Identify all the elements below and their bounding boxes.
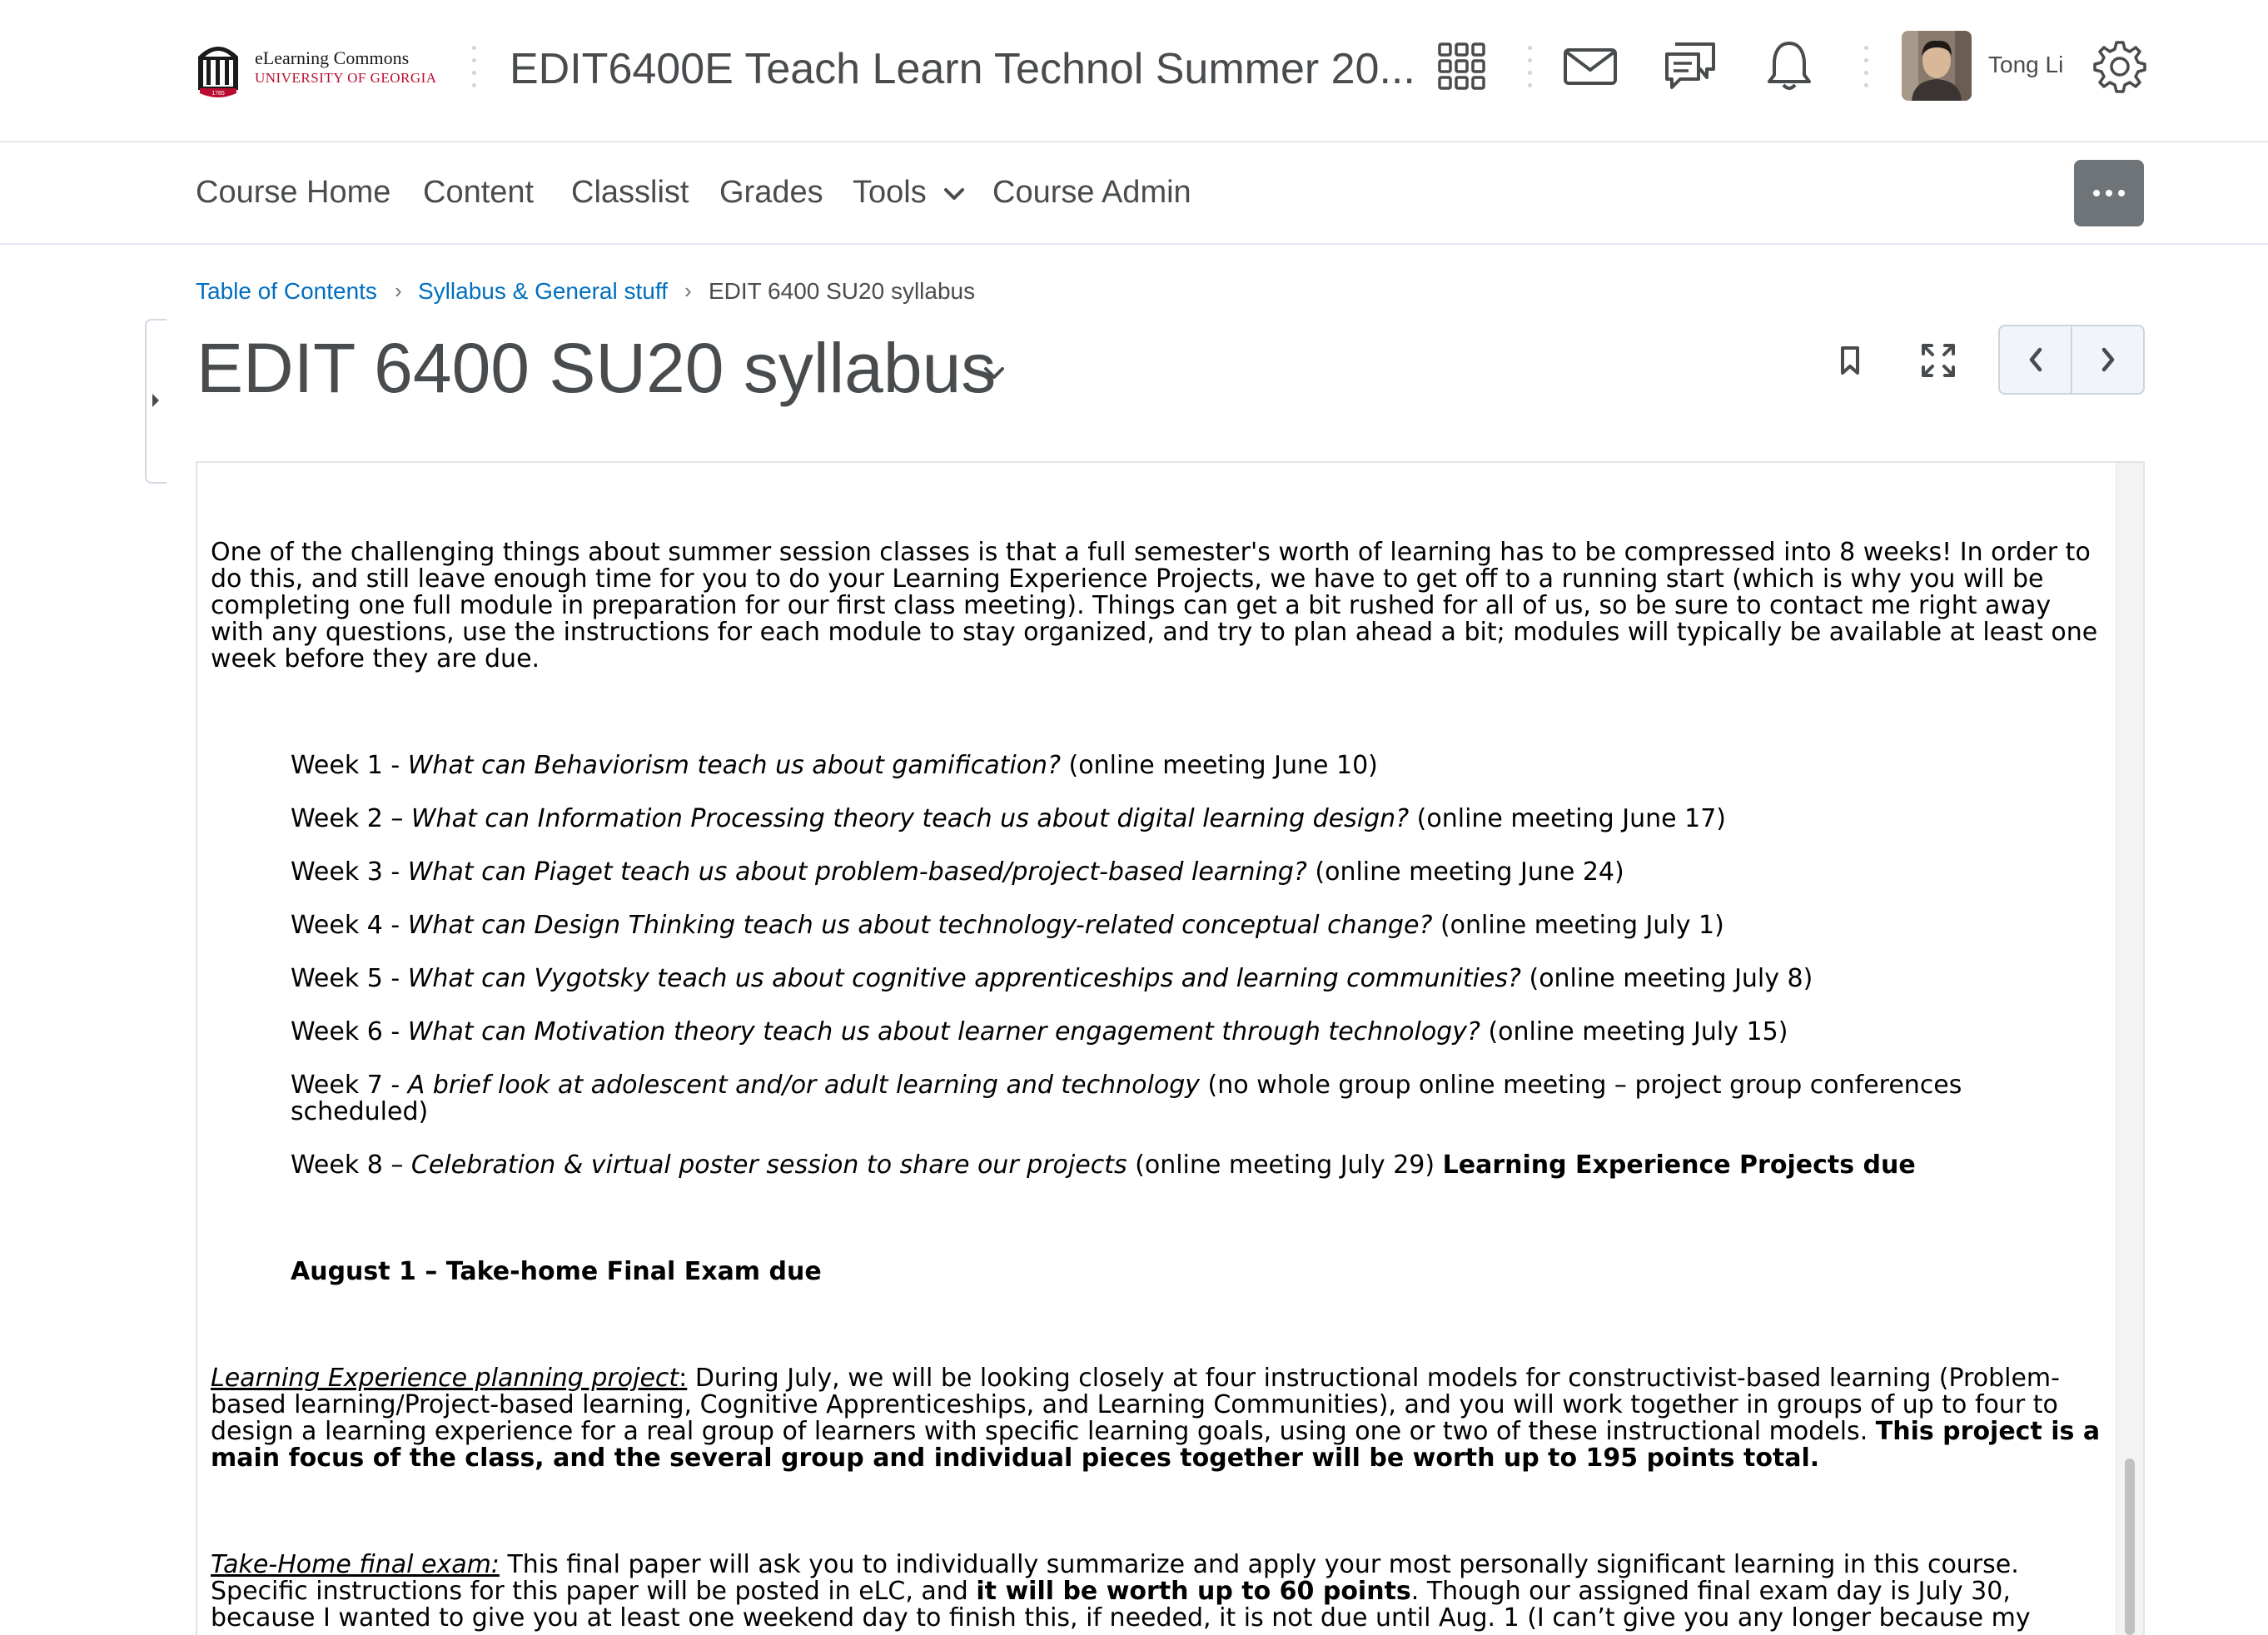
user-name[interactable]: Tong Li: [1988, 52, 2064, 77]
nav-classlist[interactable]: Classlist: [571, 175, 689, 210]
scrollbar-thumb[interactable]: [2125, 1459, 2135, 1635]
more-actions-button[interactable]: [2074, 160, 2144, 226]
nav-content[interactable]: Content: [423, 175, 535, 210]
nav-tools[interactable]: [853, 171, 965, 214]
course-navbar: [0, 142, 2268, 245]
page-title: EDIT 6400 SU20 syllabus: [196, 329, 997, 407]
week-item: Week 8 – Celebration & virtual poster session to share our projects (online meeting July 29) Learning Experience Projects due: [291, 1150, 1916, 1180]
week-item: Week 5 - What can Vygotsky teach us about cognitive apprenticeships and learning communities? (online meeting July 8): [291, 964, 1813, 993]
email-icon[interactable]: [1560, 37, 1620, 97]
logo-subtitle: UNIVERSITY OF GEORGIA: [255, 70, 437, 86]
project-paragraph: Learning Experience planning project: During July, we will be looking closely at four instructional models for constructivist-based learning (Problem-based learning/Project-based learning, Cognitive Apprenticeships, and Learning Communities), and you will work together in groups of up to four to design a learning experience for a real group of learners with specific learning goals, using one or two of these instructional models. This project is a main focus of the class, and the several group and individual pieces together will be worth up to 195 points total.: [211, 1364, 2101, 1473]
nav-course-admin[interactable]: Course Admin: [992, 175, 1191, 210]
nav-tools-label: Tools: [853, 175, 927, 210]
sidebar-toggle[interactable]: [145, 319, 167, 484]
next-topic-button[interactable]: [2072, 326, 2143, 393]
svg-text:1785: 1785: [211, 91, 225, 97]
bell-icon[interactable]: [1759, 37, 1819, 97]
week-item: Week 1 - What can Behaviorism teach us about gamification? (online meeting June 10): [291, 751, 1378, 780]
chevron-right-icon: [150, 392, 162, 409]
chevron-left-icon: [2027, 346, 2044, 373]
week-item: Week 2 – What can Information Processing theory teach us about digital learning design? (online meeting June 17): [291, 804, 1726, 833]
uga-arch-icon: [195, 35, 241, 100]
final-exam-due: August 1 – Take-home Final Exam due: [291, 1257, 822, 1286]
chevron-down-icon: [943, 186, 965, 201]
gear-icon[interactable]: [2090, 37, 2150, 97]
exam-paragraph: Take-Home final exam: This final paper will ask you to individually summarize and apply your most personally significant learning in this course. Specific instructions for this paper will be posted in eLC, and it will be worth up to 60 points. Though our assigned final exam day is July 30, because I wanted to give you at least one weekend day to finish this, if needed, it is not due until Aug. 1 (I can’t give you any longer because my: [211, 1550, 2031, 1633]
week-item: Week 3 - What can Piaget teach us about problem-based/project-based learning? (online meeting June 24): [291, 857, 1624, 887]
breadcrumb-current: EDIT 6400 SU20 syllabus: [709, 278, 976, 304]
title-chevron-down-icon[interactable]: [981, 360, 1007, 386]
uga-elearning-logo[interactable]: [195, 33, 445, 102]
chat-icon[interactable]: [1660, 37, 1720, 97]
nav-grades[interactable]: Grades: [719, 175, 823, 210]
course-title[interactable]: EDIT6400E Teach Learn Technol Summer 20...: [510, 45, 1415, 93]
avatar[interactable]: [1902, 31, 1972, 101]
header-divider: [471, 46, 476, 87]
topic-pager: [1998, 325, 2145, 395]
breadcrumb-chevron-icon: ›: [395, 278, 402, 303]
breadcrumb-table-of-contents[interactable]: Table of Contents: [196, 278, 377, 304]
top-header: [0, 0, 2268, 142]
week-item: Week 7 - A brief look at adolescent and/or adult learning and technology (no whole group online meeting – project group conferences scheduled): [291, 1071, 1962, 1126]
waffle-grid-icon[interactable]: [1432, 37, 1492, 97]
intro-paragraph: One of the challenging things about summer session classes is that a full semester's worth of learning has to be compressed into 8 weeks! In order to do this, and still leave enough time for you to do your Learning Experience Projects, we have to get off to a running start (which is why you will be completing one full module in preparation for our first class meeting). Things can get a bit rushed for all of us, so be sure to contact me right away with any questions, use the instructions for each module to stay organized, and try to plan ahead a bit; modules will typically be available at least one week before they are due.: [211, 538, 2098, 673]
week-item: Week 6 - What can Motivation theory teach us about learner engagement through technology? (online meeting July 15): [291, 1017, 1788, 1046]
breadcrumb-syllabus-general[interactable]: Syllabus & General stuff: [418, 278, 668, 304]
breadcrumb-chevron-icon: ›: [684, 278, 692, 303]
week-item: Week 4 - What can Design Thinking teach us about technology-related conceptual change? (online meeting July 1): [291, 911, 1724, 940]
previous-topic-button[interactable]: [2000, 326, 2072, 393]
header-divider: [1863, 46, 1868, 87]
chevron-right-icon: [2100, 346, 2116, 373]
bookmark-icon[interactable]: [1825, 333, 1875, 388]
logo-title: eLearning Commons: [255, 47, 410, 68]
fullscreen-icon[interactable]: [1913, 333, 1963, 388]
nav-course-home[interactable]: Course Home: [196, 175, 391, 210]
header-divider: [1527, 46, 1532, 87]
